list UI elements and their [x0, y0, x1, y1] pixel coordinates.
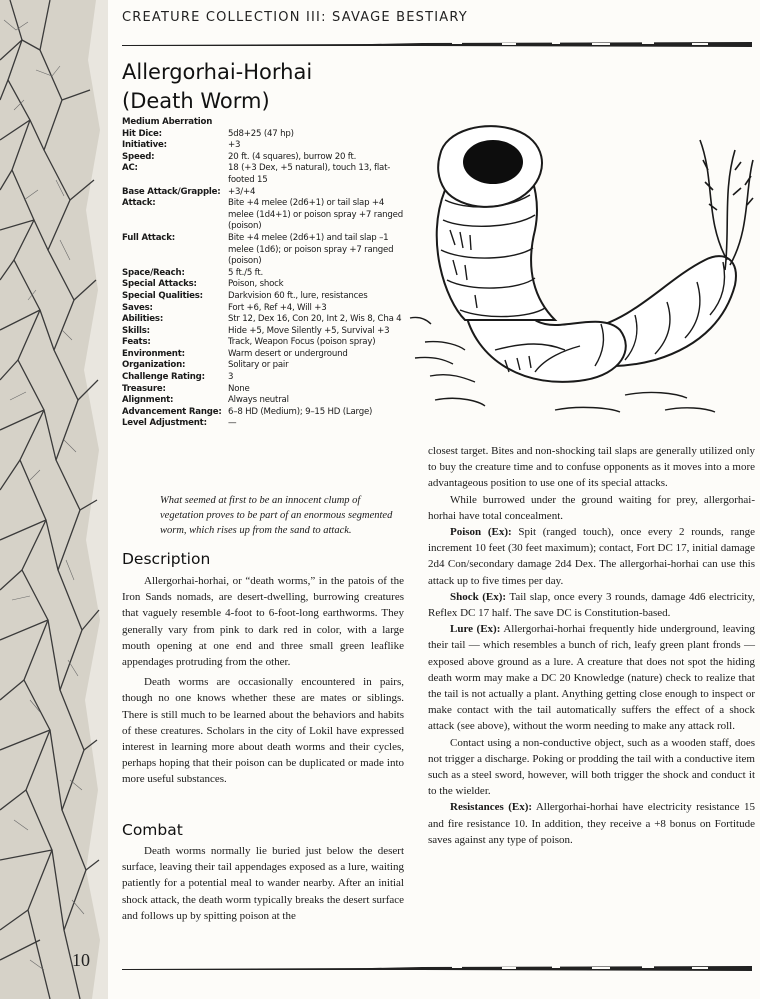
description-heading: Description: [122, 550, 211, 568]
stat-label: Environment:: [122, 348, 185, 359]
stat-row: [122, 372, 412, 384]
death-worm-illustration: [405, 110, 755, 435]
stat-row: [122, 129, 412, 141]
stat-row: [122, 349, 412, 361]
paragraph: closest target. Bites and non-shocking tail slaps are generally utilized only to buy the creature time and to confuse opponents as it moves into a more advantageous position to use one of its special attacks.: [428, 445, 755, 490]
stat-value: 6–8 HD (Medium); 9–15 HD (Large): [228, 406, 373, 417]
ability-text: Tail slap, once every 3 rounds, damage 4d6 electricity, Reflex DC 17 half. The save DC is Constitution-based.: [428, 590, 755, 620]
stat-row: [122, 395, 412, 407]
stat-label: Feats:: [122, 337, 151, 348]
stat-value: Hide +5, Move Silently +5, Survival +3: [228, 325, 390, 336]
combat-heading: Combat: [122, 821, 183, 839]
stat-row: [122, 163, 412, 186]
stat-label: Special Attacks:: [122, 279, 197, 290]
combat-text: [122, 843, 404, 924]
stat-label: Attack:: [122, 198, 156, 209]
stat-value: Warm desert or underground: [228, 348, 348, 359]
title-line-2: (Death Worm): [122, 89, 270, 113]
stat-label: Medium Aberration: [122, 117, 213, 127]
ability-text: Allergorhai-horhai frequently hide underground, leaving their tail — which resembles a bunch of rich, leafy green plant fronds — exposed above ground as a lure. A creature that does not spot the hiding death worm may make a DC 20 Knowledge (nature) check to realize that the tail is not actually a plant. Anything getting close enough to inspect or make contact with the tail automatically suffers the effect of a shock attack (see above), without the worm needing to make any attack roll.: [428, 623, 755, 733]
stat-value: Always neutral: [228, 395, 289, 406]
paragraph: Contact using a non-conductive object, such as a wooden staff, does not trigger a discharge. Poking or prodding the tail with a conductive item such as a steel sword, however, will both trigger the shock and conduct it to the wielder.: [428, 736, 755, 798]
stat-label: Treasure:: [122, 383, 166, 394]
cracked-stone-border: [0, 0, 108, 999]
title-line-1: Allergorhai-Horhai: [122, 60, 313, 84]
stat-value: 20 ft. (4 squares), burrow 20 ft.: [228, 151, 357, 162]
stat-value: Poison, shock: [228, 279, 284, 290]
stat-value: +3/+4: [228, 186, 256, 197]
ability-text: Allergorhai-horhai have electricity resistance 15 and fire resistance 10. In addition, they receive a +8 bonus on Fortitude saves against any type of poison.: [428, 801, 755, 846]
ability-label: Resistances (Ex):: [450, 801, 533, 814]
stat-label: Special Qualities:: [122, 290, 203, 301]
stat-label: Base Attack/Grapple:: [122, 186, 221, 197]
creature-title: [122, 58, 422, 116]
stat-row: [122, 337, 412, 349]
stat-row: [122, 152, 412, 164]
running-header: CREATURE COLLECTION III: SAVAGE BESTIARY: [122, 10, 468, 25]
stat-row: [122, 360, 412, 372]
stat-label: Abilities:: [122, 314, 164, 325]
stat-label: Initiative:: [122, 140, 167, 151]
stat-value: +3: [228, 140, 241, 151]
stat-row: [122, 233, 412, 268]
paragraph: Allergorhai-horhai, or “death worms,” in the patois of the Iron Sands nomads, are desert-dwelling, burrowing creatures that vaguely resemble 4-foot to 6-foot-long earthworms. They generally vary from pink to dark red in color, with a large mouth opening at one end and three small green leaflike appendages protruding from the other.: [122, 575, 404, 669]
ability-label: Lure (Ex):: [450, 623, 501, 636]
stat-label: Full Attack:: [122, 232, 175, 243]
stat-row: [122, 187, 412, 199]
stat-row: [122, 291, 412, 303]
stat-row: [122, 303, 412, 315]
stat-value: Darkvision 60 ft., lure, resistances: [228, 290, 368, 301]
stat-label: Speed:: [122, 151, 155, 162]
stat-label: Saves:: [122, 302, 153, 313]
stat-label: Level Adjustment:: [122, 418, 207, 429]
lure-ability: [428, 621, 755, 734]
stat-value: Fort +6, Ref +4, Will +3: [228, 302, 327, 313]
stat-value: Solitary or pair: [228, 360, 289, 371]
stat-value: 5d8+25 (47 hp): [228, 128, 294, 139]
stat-label: Skills:: [122, 325, 150, 336]
stat-row: [122, 279, 412, 291]
stat-label: AC:: [122, 163, 138, 174]
ability-label: Poison (Ex):: [450, 526, 512, 539]
resistances-ability: [428, 799, 755, 848]
stat-value: Str 12, Dex 16, Con 20, Int 2, Wis 8, Cha 4: [228, 314, 402, 325]
stat-row: [122, 117, 412, 129]
combat-text-continued: [428, 443, 755, 848]
stat-label: Space/Reach:: [122, 267, 185, 278]
stat-value: 3: [228, 372, 234, 383]
paragraph: Death worms are occasionally encountered in pairs, though no one knows whether these are mates or siblings. There is still much to be learned about the behaviors and habits of these creatures. Scholars in the city of Lokil have expressed interest in learning more about death worms and their cycles, perhaps hoping that their poison can be duplicated or made into more useful substances.: [122, 676, 404, 786]
paragraph: While burrowed under the ground waiting for prey, allergorhai-horhai have total concealment.: [428, 493, 755, 522]
stat-block: [122, 117, 412, 430]
stat-row: [122, 326, 412, 338]
stat-label: Hit Dice:: [122, 128, 162, 139]
stat-label: Challenge Rating:: [122, 372, 205, 383]
stat-row: [122, 384, 412, 396]
stat-value: Bite +4 melee (2d6+1) and tail slap –1 melee (1d6); or poison spray +7 ranged (poison): [228, 232, 394, 267]
stat-label: Organization:: [122, 360, 186, 371]
page-number: 10: [72, 950, 90, 970]
stat-value: [228, 117, 412, 129]
stat-row: [122, 407, 412, 419]
paragraph: Death worms normally lie buried just below the desert surface, leaving their tail appendages exposed as a lure, waiting patiently for a potential meal to wander nearby. After an initial shock attack, the death worm typically breaks the desert surface and follows up by spitting poison at the: [122, 845, 404, 922]
stat-label: Advancement Range:: [122, 406, 222, 417]
stat-value: 5 ft./5 ft.: [228, 267, 264, 278]
stat-value: Bite +4 melee (2d6+1) or tail slap +4 melee (1d4+1) or poison spray +7 ranged (poison): [228, 198, 403, 232]
header-rule: [122, 38, 752, 50]
ability-text: Spit (ranged touch), once every 2 rounds, range increment 10 feet (30 feet maximum); contact, Fort DC 17, initial damage 2d4 Con/secondary damage 2d4 Dex. The allergorhai-horhai can use this attack up to five times per day.: [428, 526, 755, 587]
stat-row: [122, 314, 412, 326]
description-text: [122, 573, 404, 788]
poison-ability: [428, 524, 755, 589]
stat-row: [122, 418, 412, 430]
stat-value: 18 (+3 Dex, +5 natural), touch 13, flat-footed 15: [228, 163, 391, 185]
illustration-caption: What seemed at first to be an innocent clump of vegetation proves to be part of an enormous segmented worm, which rises up from the sand to attack.: [160, 495, 393, 536]
stat-value: None: [228, 383, 250, 394]
stat-value: —: [228, 418, 237, 429]
stat-row: [122, 268, 412, 280]
stat-value: Track, Weapon Focus (poison spray): [228, 337, 376, 348]
ability-label: Shock (Ex):: [450, 590, 507, 603]
stat-row: [122, 198, 412, 233]
shock-ability: [428, 589, 755, 621]
stat-row: [122, 140, 412, 152]
stat-label: Alignment:: [122, 395, 174, 406]
footer-rule: [122, 962, 752, 974]
